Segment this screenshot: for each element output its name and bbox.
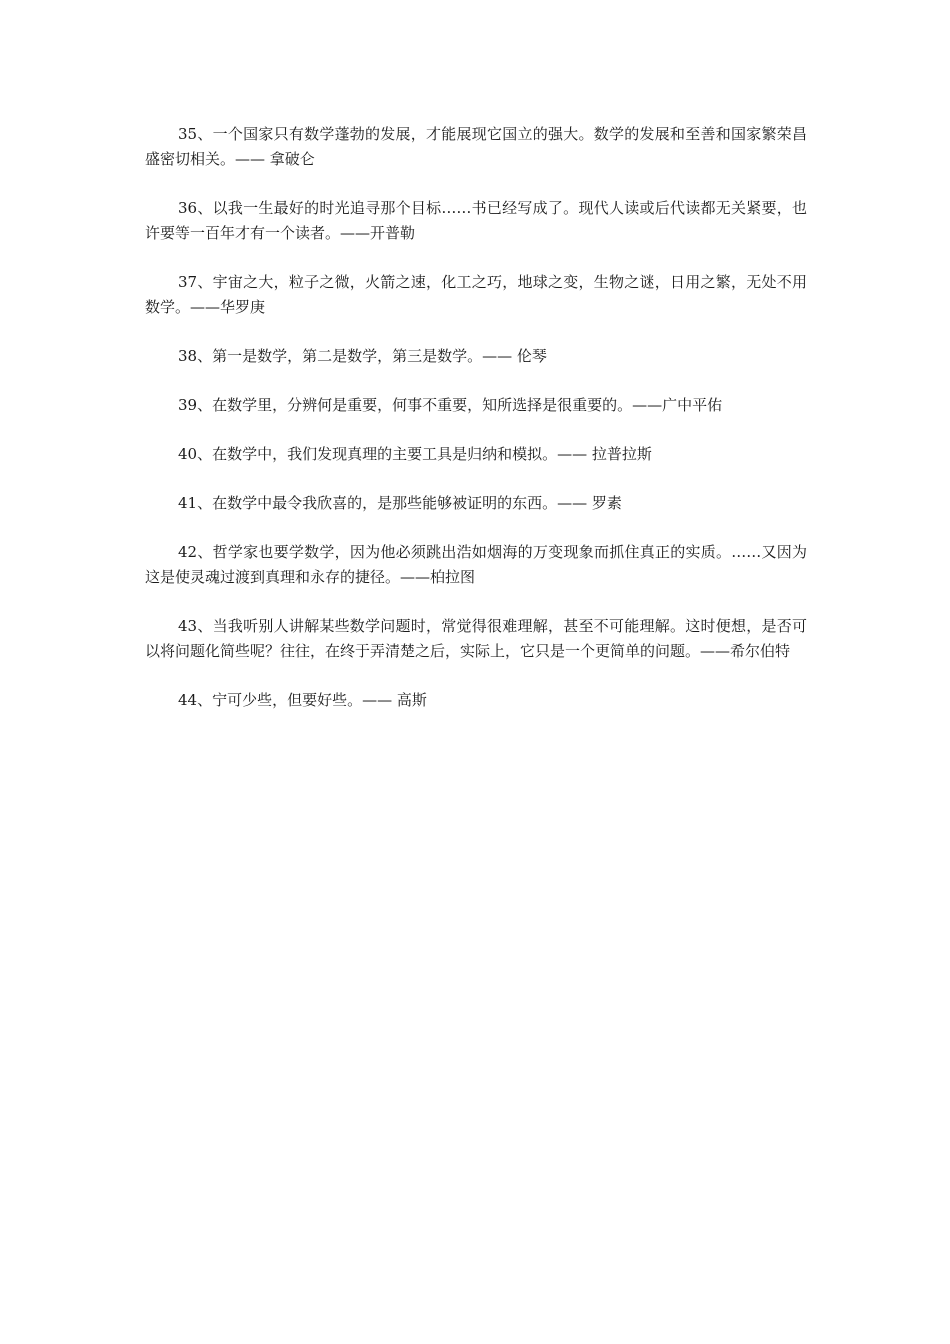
quote-36: 36、以我一生最好的时光追寻那个目标……书已经写成了。现代人读或后代读都无关紧要，也许要等一百年才有一个读者。——开普勒 xyxy=(145,199,807,242)
quote-39: 39、在数学里，分辨何是重要，何事不重要，知所选择是很重要的。——广中平佑 xyxy=(178,396,723,414)
quote-38: 38、第一是数学，第二是数学，第三是数学。—— 伦琴 xyxy=(178,347,547,365)
quote-44: 44、宁可少些，但要好些。—— 高斯 xyxy=(178,691,427,709)
quote-40: 40、在数学中，我们发现真理的主要工具是归纳和模拟。—— 拉普拉斯 xyxy=(178,445,652,463)
quote-43: 43、当我听别人讲解某些数学问题时，常觉得很难理解，甚至不可能理解。这时便想，是否可以将问题化简些呢？往往，在终于弄清楚之后，实际上，它只是一个更简单的问题。——希尔伯特 xyxy=(145,617,807,660)
document-page xyxy=(145,122,807,737)
quote-37: 37、宇宙之大，粒子之微，火箭之速，化工之巧，地球之变，生物之谜，日用之繁，无处不用数学。——华罗庚 xyxy=(145,273,807,316)
quote-35: 35、一个国家只有数学蓬勃的发展，才能展现它国立的强大。数学的发展和至善和国家繁荣昌盛密切相关。—— 拿破仑 xyxy=(145,125,807,168)
quote-41: 41、在数学中最令我欣喜的，是那些能够被证明的东西。—— 罗素 xyxy=(178,494,622,512)
quote-42: 42、哲学家也要学数学，因为他必须跳出浩如烟海的万变现象而抓住真正的实质。……又因为这是使灵魂过渡到真理和永存的捷径。——柏拉图 xyxy=(145,543,807,586)
